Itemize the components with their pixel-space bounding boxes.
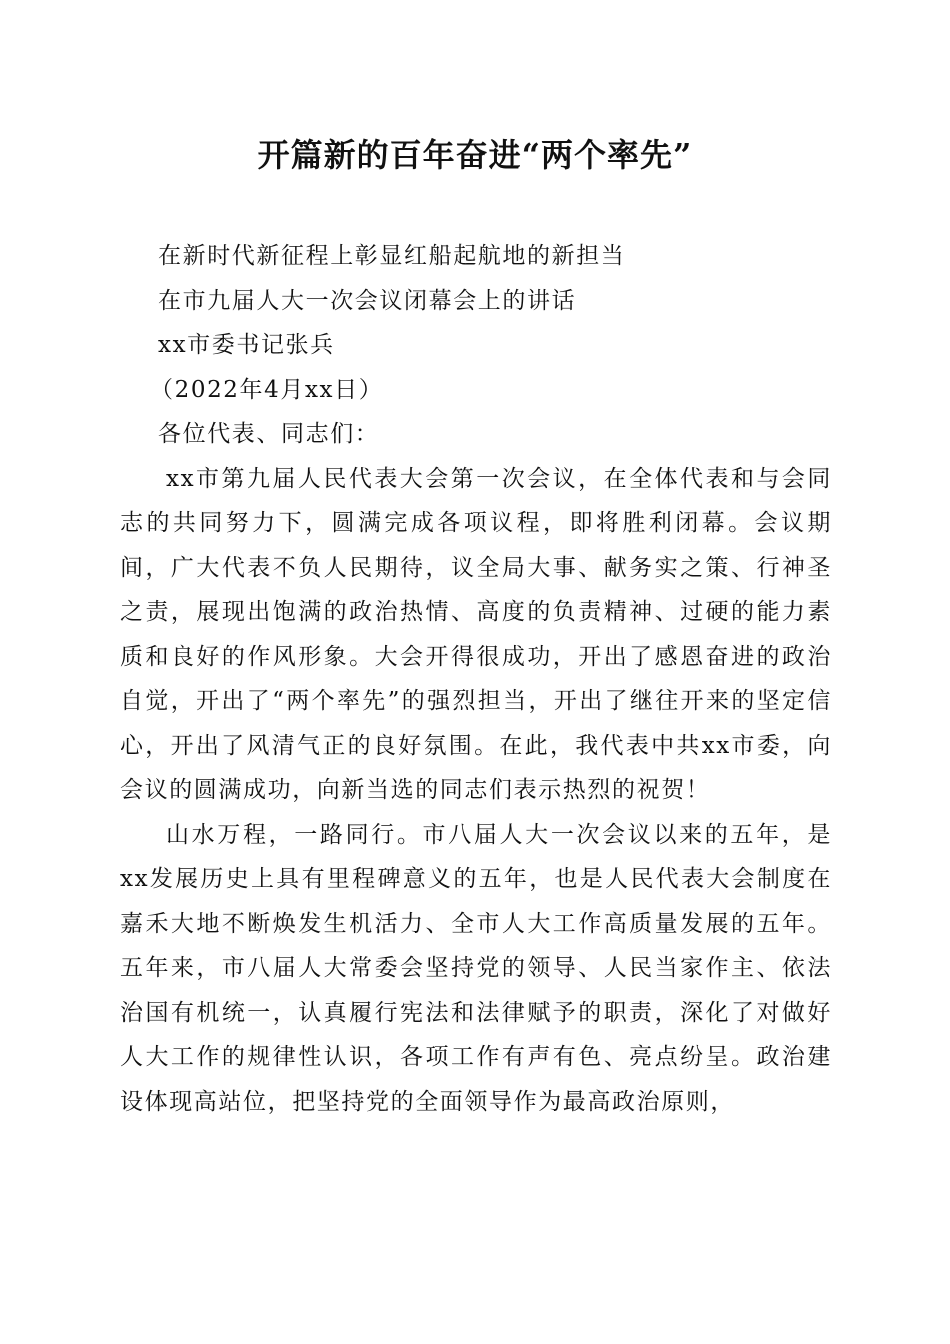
salutation: 各位代表、同志们：: [158, 421, 380, 447]
document-subtitle: 在新时代新征程上彰显红船起航地的新担当: [158, 243, 626, 269]
speech-occasion: 在市九届人大一次会议闭幕会上的讲话: [158, 287, 577, 314]
body-paragraph: 山水万程，一路同行。市八届人大一次会议以来的五年，是xx发展历史上具有里程碑意义的五年，也是人民代表大会制度在嘉禾大地不断焕发生机活力、全市人大工作高质量发展的五年。五年来，市八届人大常委会坚持党的领导、人民当家作主、依法治国有机统一，认真履行宪法和法律赋予的职责，深化了对做好人大工作的规律性认识，各项工作有声有色、亮点纷呈。政治建设体现高站位，把坚持党的全面领导作为最高政治原则，: [120, 821, 832, 1115]
speaker-line: xx市委书记张兵: [158, 332, 335, 358]
document-body: [120, 234, 832, 1124]
document-title: 开篇新的百年奋进“两个率先”: [257, 136, 693, 174]
date-line: （2022年4月xx日）: [150, 376, 384, 403]
body-paragraph: xx市第九届人民代表大会第一次会议，在全体代表和与会同志的共同努力下，圆满完成各项议程，即将胜利闭幕。会议期间，广大代表不负人民期待，议全局大事、献务实之策、行神圣之责，展现出饱满的政治热情、高度的负责精神、过硬的能力素质和良好的作风形象。大会开得很成功，开出了感恩奋进的政治自觉，开出了“两个率先”的强烈担当，开出了继往开来的坚定信心，开出了风清气正的良好氛围。在此，我代表中共xx市委，向会议的圆满成功，向新当选的同志们表示热烈的祝贺！: [120, 465, 832, 803]
